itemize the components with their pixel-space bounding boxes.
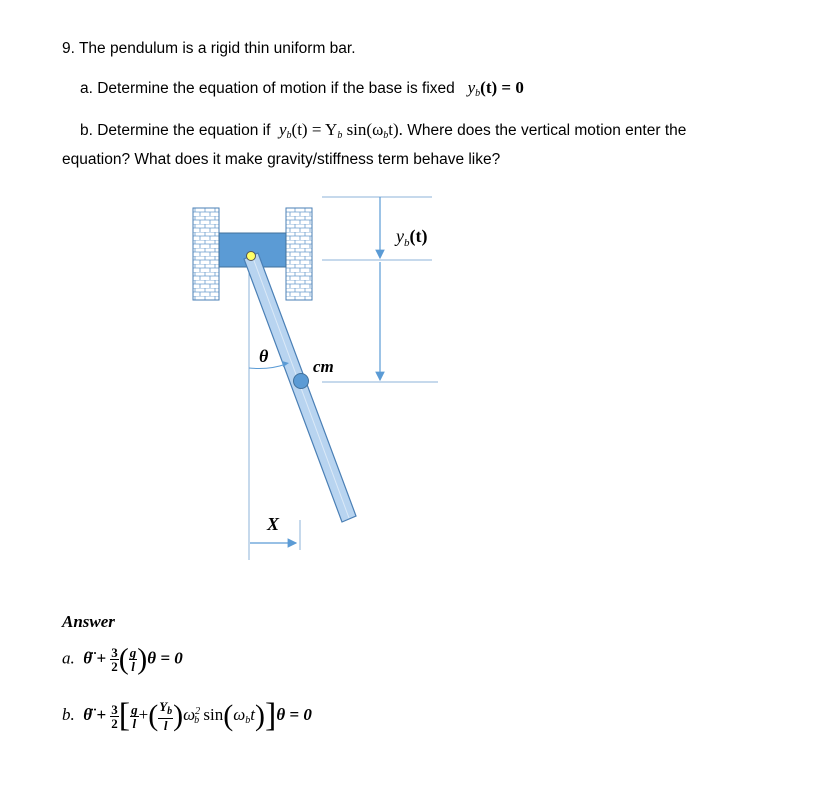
part-a-math: $y_b(t) = 0$	[467, 78, 524, 99]
part-b-tail: Where does the vertical motion enter the	[407, 122, 687, 139]
part-b-line2-text: equation? What does it make gravity/stiffness term behave like?	[62, 151, 501, 168]
answer-a-rhs: θ = 0	[147, 648, 183, 668]
answer-b-lhs: θ̈ +	[83, 704, 107, 724]
answer-a-label: a.	[62, 648, 75, 668]
right-wall	[286, 208, 312, 300]
answer-b-fraction: $\frac{3}{2}$	[111, 701, 118, 731]
yb-label: $y_b(t)$	[396, 226, 428, 249]
answer-b-label: b.	[62, 704, 75, 724]
answer-b-sin: sin	[203, 704, 224, 724]
center-of-mass	[294, 374, 309, 389]
answer-b-Y-over-l: $\frac{Y_b}{l}$	[159, 699, 173, 733]
x-label: X	[267, 514, 280, 534]
answer-b-omega-t: $\omega_bt$	[233, 704, 255, 726]
answer-b-omega-sq: $\omega^2_b$	[183, 704, 201, 726]
question-number-text: 9. The pendulum is a rigid thin uniform bar.	[62, 40, 356, 57]
answer-title: Answer	[62, 612, 115, 631]
left-wall	[193, 208, 219, 300]
part-b-math: $y_b(t) = Y_b$ $\sin(\omega_bt)$.	[278, 120, 403, 141]
part-a-text: a. Determine the equation of motion if the base is fixed	[80, 80, 455, 97]
answer-b-g-over-l: $\frac{g}{l}$	[131, 701, 138, 731]
answer-b-rhs: θ = 0	[276, 704, 312, 724]
cm-label: cm	[313, 357, 334, 376]
pivot-point	[247, 252, 256, 261]
answer-b-plus: +	[138, 704, 149, 724]
part-b-text: b. Determine the equation if	[80, 122, 271, 139]
answer-a-fraction: $\frac{3}{2}$	[111, 645, 118, 674]
theta-label: θ	[259, 346, 269, 366]
answer-b: b. θ̈ + $\frac{3}{2}$ [ $\frac{g}{l}$ +( $\frac{Y_b}{l}$ )$\omega^2_b$ $\sin(\omega_bt)]\theta = 0$	[62, 697, 312, 734]
answer-a-lhs: θ̈ +	[83, 648, 107, 668]
answer-a: a. θ̈ + $\frac{3}{2}$ ( $\frac{g}{l}$ )θ = 0	[62, 642, 183, 676]
answer-a-g-over-l: $\frac{g}{l}$	[129, 645, 137, 674]
